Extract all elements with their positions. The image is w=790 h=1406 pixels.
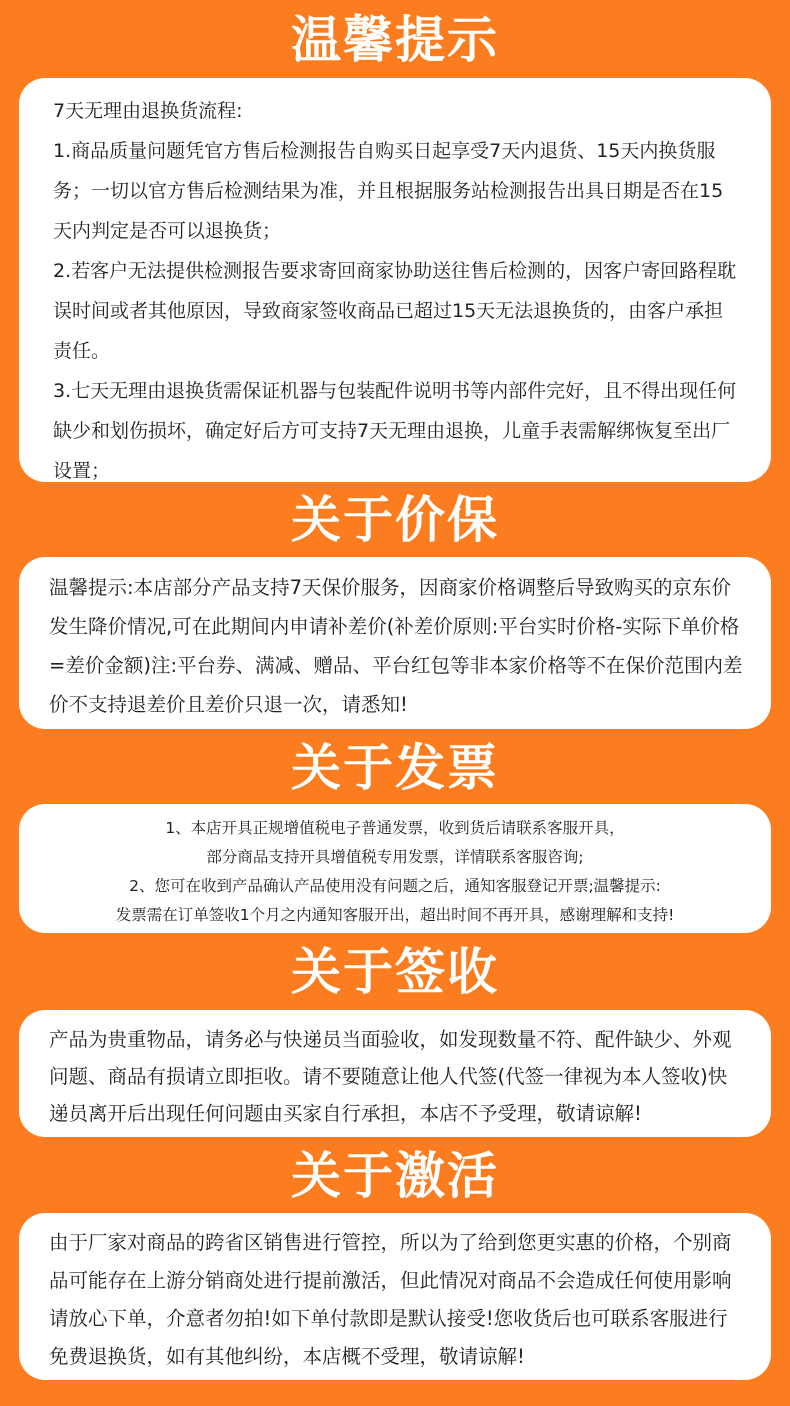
receipt-text: 产品为贵重物品，请务必与快递员当面验收，如发现数量不符、配件缺少、外观问题、商品有损请立即拒收。请不要随意让他人代签(代签一律视为本人签收)快递员离开后出现任何问题由买家自行承担，本店不予受理，敬请谅解! (49, 1028, 732, 1125)
invoice-line: 发票需在订单签收1个月之内通知客服开出，超出时间不再开具，感谢理解和支持! (115, 906, 675, 924)
return-policy-paragraph: 7天无理由退换货流程: (53, 100, 243, 122)
activation-title: 关于激活 (291, 1147, 499, 1205)
activation-card (19, 1213, 771, 1380)
receipt-card (19, 1010, 771, 1137)
return-policy-title: 温馨提示 (291, 11, 499, 69)
price-protection-title: 关于价保 (291, 491, 499, 549)
price-protection-card (19, 557, 771, 729)
return-policy-card (19, 78, 771, 482)
return-policy-paragraph: 2.若客户无法提供检测报告要求寄回商家协助送往售后检测的，因客户寄回路程耽误时间或者其他原因，导致商家签收商品已超过15天无法退换货的，由客户承担责任。 (53, 260, 737, 362)
price-protection-text: 温馨提示:本店部分产品支持7天保价服务，因商家价格调整后导致购买的京东价发生降价情况,可在此期间内申请补差价(补差价原则:平台实时价格-实际下单价格=差价金额)注:平台券、满减、赠品、平台红包等非本家价格等不在保价范围内差价不支持退差价且差价只退一次，请悉知! (49, 576, 743, 716)
activation-text: 由于厂家对商品的跨省区销售进行管控，所以为了给到您更实惠的价格，个别商品可能存在上游分销商处进行提前激活，但此情况对商品不会造成任何使用影响请放心下单，介意者勿拍!如下单付款即是默认接受!您收货后也可联系客服进行免费退换货，如有其他纠纷，本店概不受理，敬请谅解! (49, 1231, 732, 1368)
invoice-line: 2、您可在收到产品确认产品使用没有问题之后，通知客服登记开票;温馨提示: (129, 877, 661, 895)
return-policy-paragraph: 1.商品质量问题凭官方售后检测报告自购买日起享受7天内退货、15天内换货服务；一切以官方售后检测结果为准，并且根据服务站检测报告出具日期是否在15天内判定是否可以退换货； (53, 140, 724, 242)
receipt-title: 关于签收 (291, 943, 499, 1001)
invoice-line: 部分商品支持开具增值税专用发票，详情联系客服咨询; (206, 848, 584, 866)
return-policy-paragraph: 3.七天无理由退换货需保证机器与包装配件说明书等内部件完好，且不得出现任何缺少和划伤损坏，确定好后方可支持7天无理由退换，儿童手表需解绑恢复至出厂设置； (53, 380, 737, 482)
invoice-title: 关于发票 (291, 739, 499, 797)
invoice-line: 1、本店开具正规增值税电子普通发票，收到货后请联系客服开具， (165, 819, 625, 837)
invoice-card (19, 804, 771, 933)
